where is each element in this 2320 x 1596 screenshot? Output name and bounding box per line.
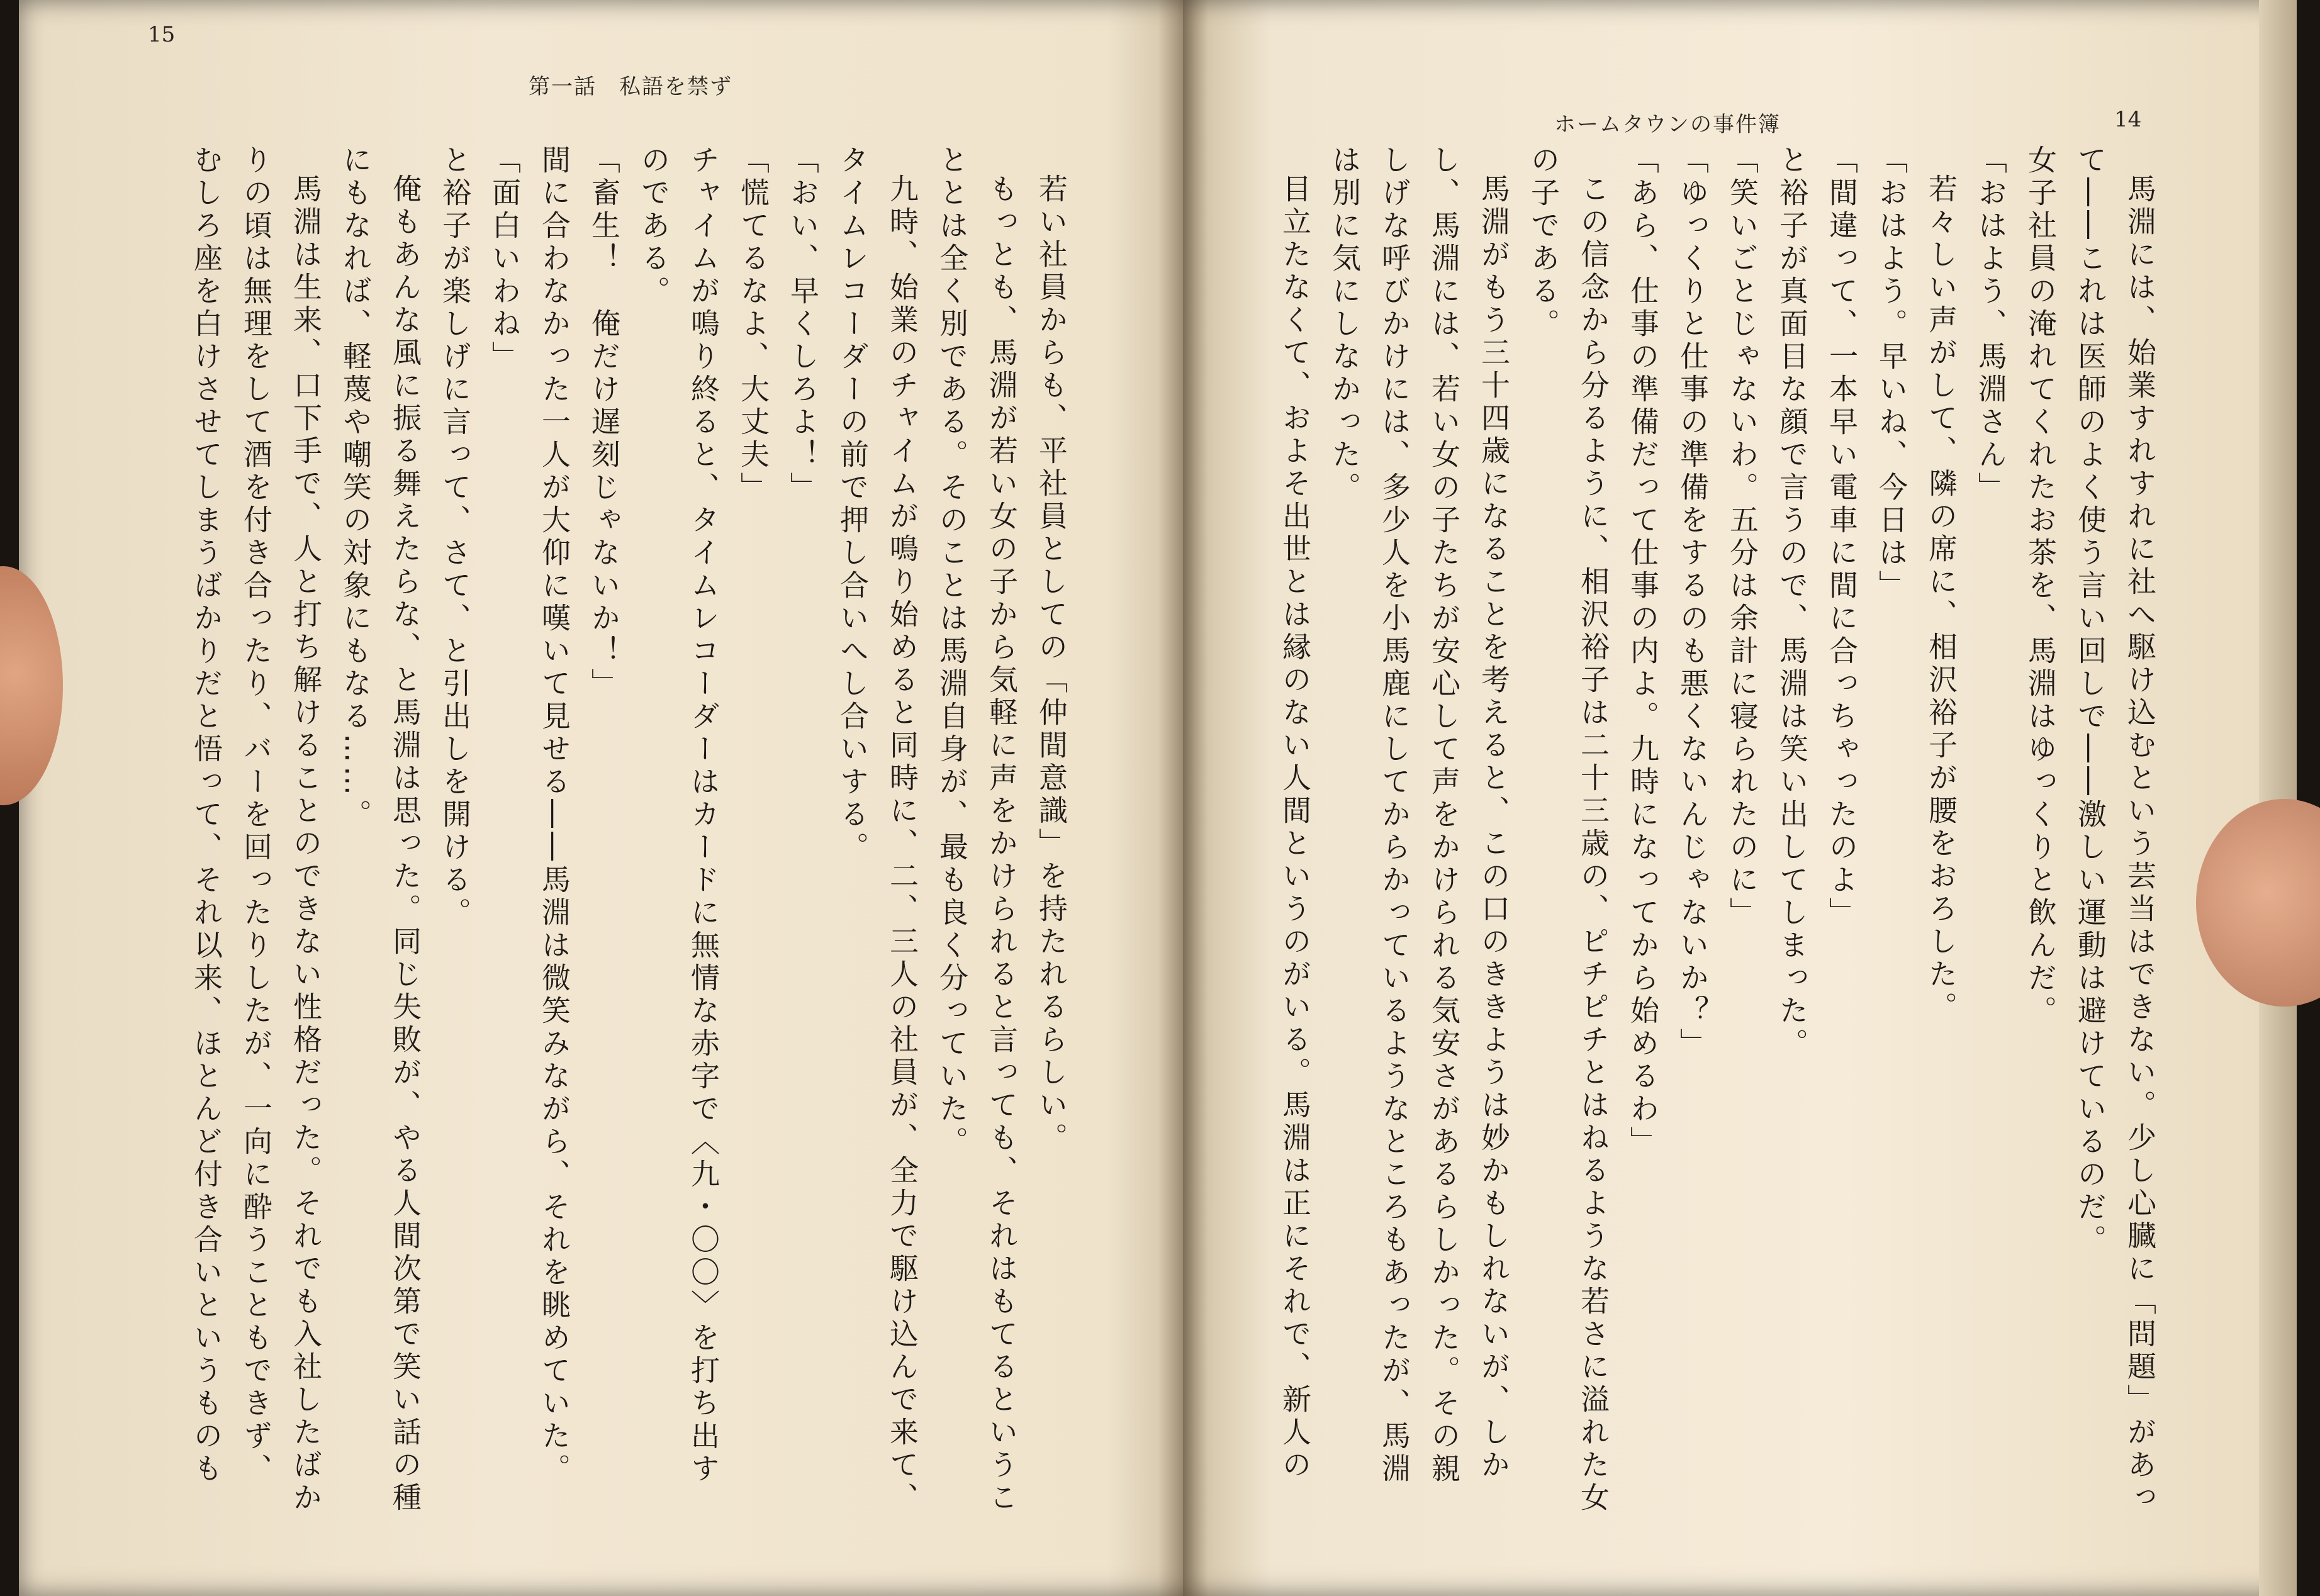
- right-page-number: 14: [2114, 107, 2142, 132]
- paragraph: と裕子が楽しげに言って、さて、と引出しを開ける。: [438, 145, 472, 930]
- paragraph: 俺もあんな風に振る舞えたらな、と馬淵は思った。同じ失敗が、やる人間次第で笑い話の種にもなれば、軽蔑や嘲笑の対象にもなる……。: [339, 145, 422, 1515]
- paragraph: 「ゆっくりと仕事の準備をするのも悪くないんじゃないか？」: [1676, 145, 1710, 1061]
- right-running-header: ホームタウンの事件簿: [1554, 112, 1781, 137]
- paragraph: 馬淵がもう三十四歳になることを考えると、この口のききようは妙かもしれないが、しかし、馬淵には、若い女の子たちが安心して声をかけられる気安さがあるらしかった。その親しげな呼びかけには、多少人を小馬鹿にしてからかっているようなところもあったが、馬淵は別に気にしなかった。: [1328, 145, 1511, 1486]
- right-body-text: [1255, 145, 2165, 1516]
- left-body-text: [120, 145, 1076, 1516]
- paragraph: この信念から分るように、相沢裕子は二十三歳の、ピチピチとはねるような若さに溢れた女の子である。: [1527, 145, 1610, 1515]
- paragraph: 「間違って、一本早い電車に間に合っちゃったのよ」: [1825, 145, 1859, 930]
- paragraph: 「笑いごとじゃないわ。五分は余計に寝られたのに」: [1725, 145, 1759, 930]
- page-stack-edge: [2259, 0, 2297, 1596]
- paragraph: 女子社員の淹れてくれたお茶を、馬淵はゆっくりと飲んだ。: [2024, 145, 2058, 1028]
- paragraph: 「おい、早くしろよ！」: [786, 145, 820, 505]
- paragraph: 「畜生！ 俺だけ遅刻じゃないか！」: [587, 145, 621, 701]
- left-page-number: 15: [148, 22, 176, 47]
- paragraph: チャイムが鳴り終ると、タイムレコーダーはカードに無情な赤字で〈九・〇〇〉を打ち出すのである。: [637, 145, 720, 1486]
- paragraph: 「あら、仕事の準備だって仕事の内よ。九時になってから始めるわ」: [1626, 145, 1660, 1159]
- paragraph: 「おはよう、馬淵さん」: [1974, 145, 2008, 505]
- left-running-header: 第一話 私語を禁ず: [529, 74, 732, 99]
- paragraph: 「おはよう。早いね、今日は」: [1874, 145, 1908, 603]
- paragraph: 目立たなくて、およそ出世とは縁のない人間というのがいる。馬淵は正にそれで、新人の: [1278, 174, 1312, 1482]
- paragraph: 馬淵は生来、口下手で、人と打ち解けることのできない性格だった。それでも入社したばかりの頃は無理をして酒を付き合ったり、バーを回ったりしたが、一向に酔うこともできず、むしろ座を白けさせてしまうばかりだと悟って、それ以来、ほとんど付き合いというものも: [189, 145, 323, 1515]
- paragraph: 間に合わなかった一人が大仰に嘆いて見せる――馬淵は微笑みながら、それを眺めていた。: [537, 145, 571, 1486]
- paragraph: と裕子が真面目な顔で言うので、馬淵は笑い出してしまった。: [1775, 145, 1809, 1061]
- paragraph: 若い社員からも、平社員としての「仲間意識」を持たれるらしい。: [1034, 174, 1068, 1155]
- paragraph: 「慌てるなよ、大丈夫」: [736, 145, 770, 505]
- paragraph: 若々しい声がして、隣の席に、相沢裕子が腰をおろした。: [1924, 174, 1958, 1024]
- book-gutter: [1158, 0, 1208, 1596]
- paragraph: もっとも、馬淵が若い女の子から気軽に声をかけられると言っても、それはもてるということとは全く別である。そのことは馬淵自身が、最も良く分っていた。: [935, 145, 1019, 1515]
- paragraph: 九時、始業のチャイムが鳴り始めると同時に、二、三人の社員が、全力で駆け込んで来て、タイムレコーダーの前で押し合いへし合いする。: [836, 145, 919, 1515]
- paragraph: 馬淵には、始業すれすれに社へ駆け込むという芸当はできない。少し心臓に「問題」があって――これは医師のよく使う言い回しで――激しい運動は避けているのだ。: [2073, 145, 2157, 1515]
- paragraph: 「面白いわね」: [488, 145, 522, 374]
